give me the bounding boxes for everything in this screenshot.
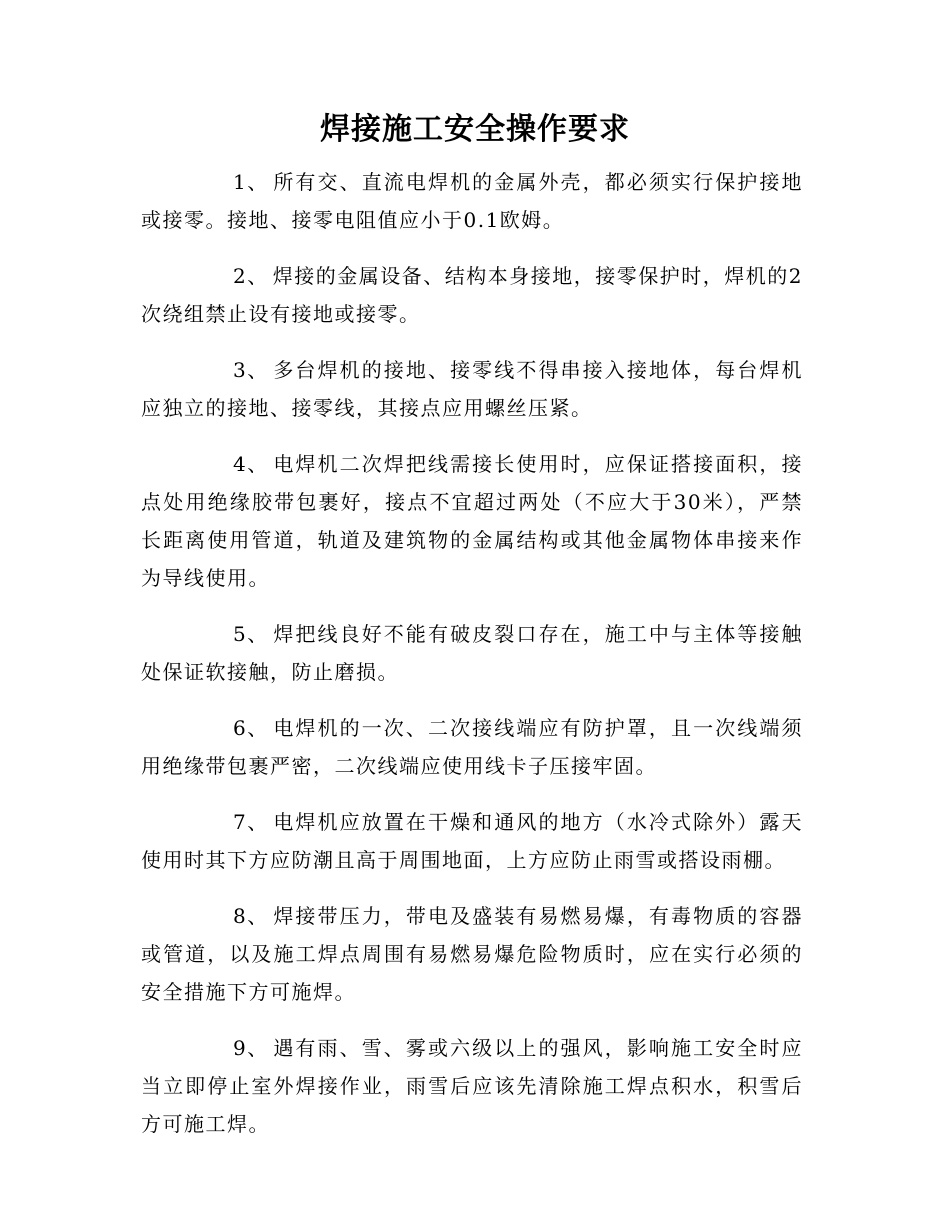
item-number: 1、 [233, 170, 269, 194]
list-item [141, 445, 803, 597]
list-item [141, 163, 803, 239]
item-text: 焊接带压力，带电及盛装有易燃易爆，有毒物质的容器或管道，以及施工焊点周围有易燃易爆危险物质时，应在实行必须的安全措施下方可施焊。 [141, 904, 803, 1004]
list-item [141, 1029, 803, 1143]
item-text: 所有交、直流电焊机的金属外壳，都必须实行保护接地或接零。接地、接零电阻值应小于0.1欧姆。 [141, 170, 803, 232]
item-text: 多台焊机的接地、接零线不得串接入接地体，每台焊机应独立的接地、接零线，其接点应用螺丝压紧。 [141, 358, 803, 420]
list-item [141, 615, 803, 691]
list-item [141, 257, 803, 333]
item-number: 8、 [233, 904, 269, 928]
item-number: 9、 [233, 1036, 269, 1060]
document-body [141, 163, 803, 1161]
item-number: 6、 [233, 716, 269, 740]
item-number: 2、 [233, 264, 269, 288]
item-text: 电焊机应放置在干燥和通风的地方（水冷式除外）露天使用时其下方应防潮且高于周围地面，上方应防止雨雪或搭设雨棚。 [141, 810, 803, 872]
item-number: 4、 [233, 452, 269, 476]
list-item [141, 709, 803, 785]
document-title: 焊接施工安全操作要求 [320, 112, 630, 147]
item-number: 7、 [233, 810, 269, 834]
item-text: 遇有雨、雪、雾或六级以上的强风，影响施工安全时应当立即停止室外焊接作业，雨雪后应该先清除施工焊点积水，积雪后方可施工焊。 [141, 1036, 803, 1136]
item-number: 3、 [233, 358, 269, 382]
item-text: 电焊机二次焊把线需接长使用时，应保证搭接面积，接点处用绝缘胶带包裹好，接点不宜超过两处（不应大于30米），严禁长距离使用管道，轨道及建筑物的金属结构或其他金属物体串接来作为导线使用。 [141, 452, 803, 590]
item-text: 焊把线良好不能有破皮裂口存在，施工中与主体等接触处保证软接触，防止磨损。 [141, 622, 803, 684]
item-text: 电焊机的一次、二次接线端应有防护罩，且一次线端须用绝缘带包裹严密，二次线端应使用线卡子压接牢固。 [141, 716, 803, 778]
list-item [141, 803, 803, 879]
list-item [141, 351, 803, 427]
item-number: 5、 [233, 622, 269, 646]
item-text: 焊接的金属设备、结构本身接地，接零保护时，焊机的2次绕组禁止设有接地或接零。 [141, 264, 803, 326]
list-item [141, 897, 803, 1011]
